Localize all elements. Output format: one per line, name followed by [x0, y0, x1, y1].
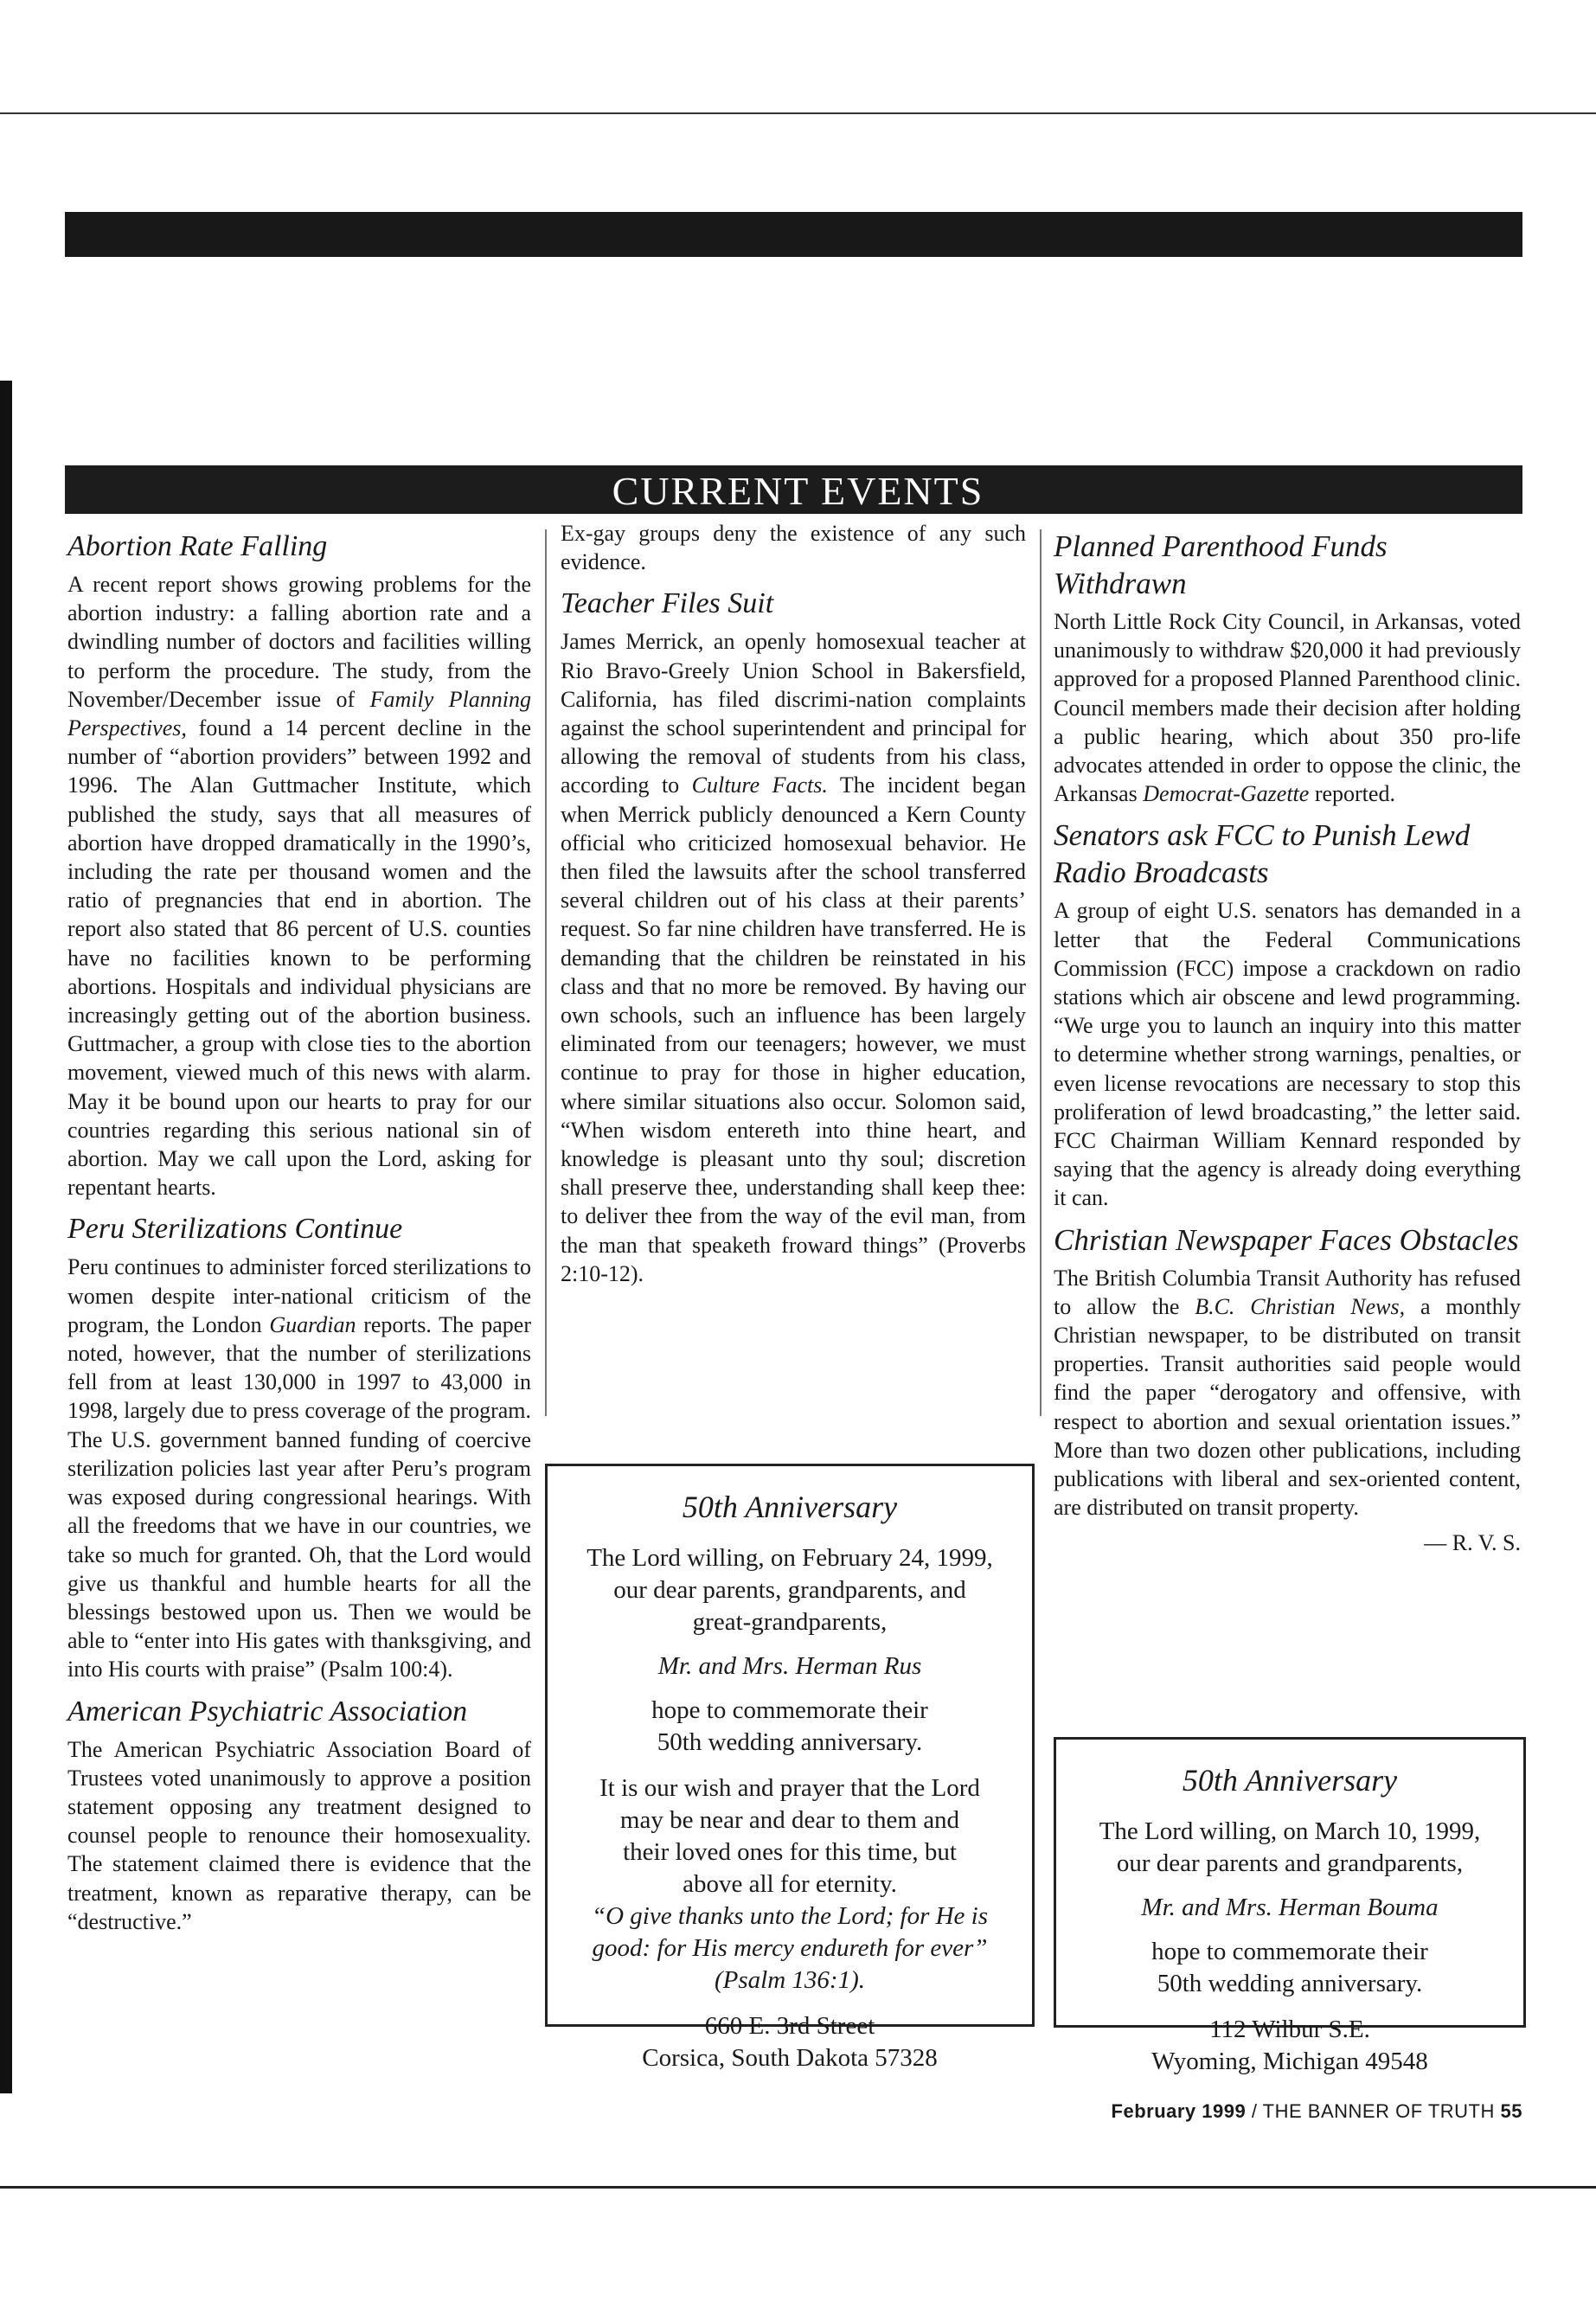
- box-line: The Lord willing, on February 24, 1999,: [586, 1544, 993, 1572]
- article-title: American Psychiatric Association: [67, 1695, 468, 1727]
- address-line: 660 E. 3rd Street: [704, 2012, 875, 2040]
- article-body: James Merrick, an openly homosexual teacher at Rio Bravo-Greely Union School in Bakersfield, California, has filed discrimi-nation complaints against the school superintendent and principal for allowing the removal of students from his class, according to Culture Facts. The incident began when Merrick publicly denounced a Kern County official who criticized homosexual behavior. He then filed the lawsuits after the school transferred several children out of his class at their parents’ request. So far nine children have transferred. He is demanding that the children be reinstated in his class and that no more be removed. By having our own schools, such an influence has been largely eliminated from our teenagers; however, we must continue to pray for those in higher education, where similar situations also occur. Solomon said, “When wisdom entereth into thine heart, and knowledge is pleasant unto thy soul; discretion shall preserve thee, understanding shall keep thee: to deliver thee from the way of the evil man, from the man that speaketh froward things” (Proverbs 2:10-12).: [561, 629, 1026, 1286]
- footer-separator: /: [1246, 2100, 1263, 2122]
- box-line: 50th wedding anniversary.: [1157, 1970, 1423, 1997]
- box-line: The Lord willing, on March 10, 1999,: [1099, 1817, 1481, 1845]
- column-divider: [1040, 529, 1042, 1416]
- article-body: A group of eight U.S. senators has demanded in a letter that the Federal Communications Commission (FCC) impose a crackdown on radio stations which air obscene and lewd programming. “We urge you to launch an inquiry into this matter to determine whether strong warnings, penalties, or even license revocations are necessary to stop this proliferation of lewd broadcasting,” the letter said. FCC Chairman William Kennard responded by saying that the agency is already doing everything it can.: [1054, 898, 1521, 1211]
- box-line: hope to commemorate their: [651, 1696, 928, 1724]
- scripture-quote: “O give thanks unto the Lord; for He is: [591, 1902, 989, 1930]
- honoree-names: Mr. and Mrs. Herman Rus: [657, 1652, 922, 1680]
- anniversary-box-bouma: [1054, 1737, 1526, 2075]
- article-title: Planned Parenthood Funds Withdrawn: [1054, 529, 1388, 600]
- box-line: hope to commemorate their: [1151, 1938, 1428, 1965]
- honoree-names: Mr. and Mrs. Herman Bouma: [1141, 1894, 1439, 1921]
- author-signature: — R. V. S.: [1424, 1530, 1521, 1556]
- box-line: may be near and dear to them and: [619, 1806, 960, 1834]
- column-divider: [545, 529, 547, 1416]
- article-title: Senators ask FCC to Punish Lewd Radio Broadcasts: [1054, 818, 1471, 890]
- article-title: Christian Newspaper Faces Obstacles: [1054, 1222, 1519, 1257]
- scripture-quote: (Psalm 136:1).: [715, 1966, 865, 1994]
- box-line: great-grandparents,: [692, 1608, 888, 1636]
- page-number: 55: [1500, 2100, 1522, 2122]
- article-body: Peru continues to administer forced sterilizations to women despite inter-national criticism of the program, the London Guardian reports. The paper noted, however, that the number of sterilizations fell from at least 130,000 in 1997 to 43,000 in 1998, largely due to press coverage of the program. The U.S. government banned funding of coercive sterilization policies last year after Peru’s program was exposed during congressional hearings. With all the freedoms that we have in our countries, we take so much for granted. Oh, that the Lord would give us thankful and humble hearts for all the blessings bestowed upon us. Then we would be able to “enter into His gates with thanksgiving, and into His courts with praise” (Psalm 100:4).: [67, 1254, 531, 1682]
- article-title: Abortion Rate Falling: [67, 530, 328, 562]
- column-2: [561, 519, 1026, 1288]
- scripture-quote: good: for His mercy endureth for ever”: [592, 1934, 988, 1962]
- article-body: The American Psychiatric Association Board of Trustees voted unanimously to approve a position statement opposing any treatment designed to counsel people to renounce their homosexuality. The statement claimed there is evidence that the treatment, known as reparative therapy, can be “destructive.”: [67, 1736, 531, 1934]
- anniversary-box-rus: [545, 1464, 1035, 2072]
- bottom-rule: [0, 2186, 1596, 2189]
- article-body: North Little Rock City Council, in Arkansas, voted unanimously to withdraw $20,000 it had previously approved for a proposed Planned Parenthood clinic. Council members made their decision after holding a public hearing, which about 350 pro-life advocates attended in order to oppose the clinic, the Arkansas Democrat-Gazette reported.: [1054, 609, 1521, 807]
- address-line: 112 Wilbur S.E.: [1209, 2016, 1370, 2043]
- address-line: Corsica, South Dakota 57328: [642, 2044, 938, 2072]
- issue-date: February 1999: [1111, 2100, 1247, 2122]
- section-title: CURRENT EVENTS: [612, 469, 984, 513]
- address-line: Wyoming, Michigan 49548: [1151, 2048, 1428, 2075]
- article-body: A recent report shows growing problems for the abortion industry: a falling abortion rate and a dwindling number of doctors and facilities willing to perform the procedure. The study, from the November/December issue of Family Planning Perspectives, found a 14 percent decline in the number of “abortion providers” between 1992 and 1996. The Alan Guttmacher Institute, which published the study, says that all measures of abortion have dropped dramatically in the 1990’s, including the rate per thousand women and the ratio of pregnancies that end in abortion. The report also stated that 86 percent of U.S. counties have no facilities known to be performing abortions. Hospitals and individual physicians are increasingly getting out of the abortion business. Guttmacher, a group with close ties to the abortion movement, viewed much of this news with alarm. May it be bound upon our hearts to pray for our countries regarding this serious national sin of abortion. May we call upon the Lord, asking for repentant hearts.: [67, 572, 531, 1201]
- column-3: [1054, 519, 1521, 1556]
- box-line: our dear parents, grandparents, and: [613, 1576, 966, 1604]
- box-line: above all for eternity.: [683, 1870, 897, 1898]
- publication-name: THE BANNER OF TRUTH: [1262, 2100, 1495, 2122]
- article-title: Peru Sterilizations Continue: [67, 1213, 403, 1246]
- box-line: our dear parents and grandparents,: [1116, 1849, 1464, 1877]
- header-bar: [65, 212, 1522, 257]
- box-line: their loved ones for this time, but: [623, 1838, 957, 1866]
- column-1: [67, 519, 531, 1936]
- top-rule: [0, 112, 1596, 114]
- box-line: 50th wedding anniversary.: [657, 1728, 923, 1756]
- article-title: Teacher Files Suit: [561, 587, 774, 620]
- article-body: The British Columbia Transit Authority has refused to allow the B.C. Christian News, a monthly Christian newspaper, to be distributed on transit properties. Transit authorities said people would find the paper “derogatory and offensive, with respect to abortion and sexual orientation issues.” More than two dozen other publications, including publications with liberal and sex-oriented content, are distributed on transit property.: [1054, 1265, 1521, 1521]
- page-footer: [1073, 2100, 1522, 2123]
- page-edge-shadow: [0, 381, 12, 2093]
- box-title: 50th Anniversary: [1182, 1763, 1398, 1798]
- box-line: It is our wish and prayer that the Lord: [599, 1774, 980, 1802]
- article-continuation: Ex-gay groups deny the existence of any such evidence.: [561, 521, 1026, 575]
- box-title: 50th Anniversary: [682, 1490, 898, 1524]
